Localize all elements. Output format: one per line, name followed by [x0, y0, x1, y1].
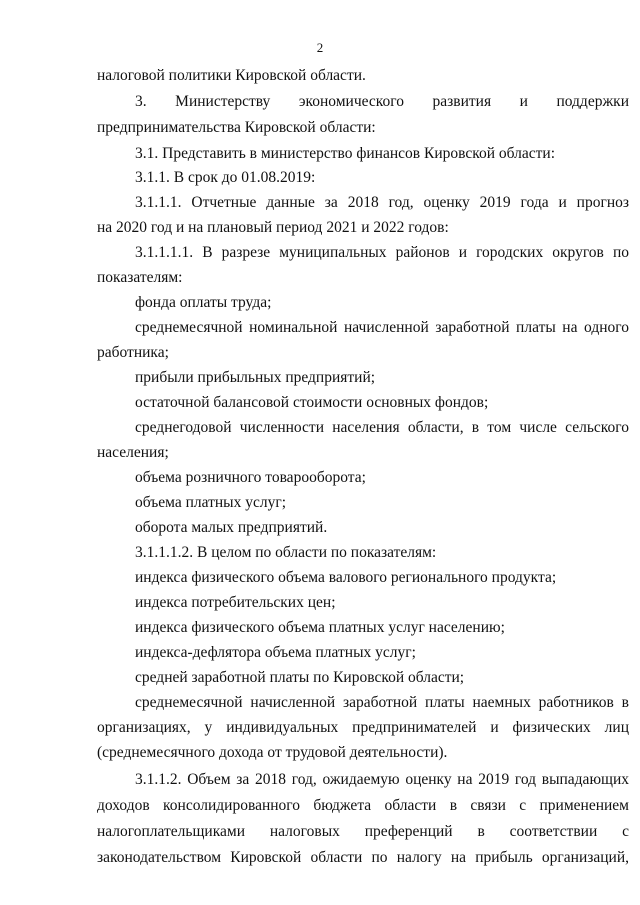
- text-line: оборота малых предприятий.: [135, 519, 328, 536]
- text-line: объема розничного товарооборота;: [135, 469, 366, 486]
- text-line: остаточной балансовой стоимости основных фондов;: [135, 394, 489, 411]
- text-line: на 2020 год и на плановый период 2021 и 2022 годов:: [97, 219, 449, 236]
- text-line: средней заработной платы по Кировской области;: [135, 669, 465, 686]
- text-line: 3.1.1.2. Объем за 2018 год, ожидаемую оценку на 2019 год выпадающих: [135, 771, 629, 788]
- text-line: предпринимательства Кировской области:: [97, 119, 376, 136]
- text-line: объема платных услуг;: [135, 494, 286, 511]
- text-line: 3.1. Представить в министерство финансов Кировской области:: [135, 145, 555, 162]
- text-line: населения;: [97, 444, 169, 461]
- text-line: работника;: [97, 344, 169, 361]
- text-line: законодательством Кировской области по налогу на прибыль организаций,: [97, 849, 629, 866]
- text-line: среднемесячной номинальной начисленной заработной платы на одного: [135, 319, 629, 336]
- text-line: налогоплательщиками налоговых преференций в соответствии с: [97, 823, 629, 840]
- text-line: среднегодовой численности населения области, в том числе сельского: [135, 419, 629, 436]
- text-line: организациях, у индивидуальных предпринимателей и физических лиц: [97, 719, 629, 736]
- text-line: 3.1.1.1.1. В разрезе муниципальных районов и городских округов по: [135, 244, 629, 261]
- text-line: доходов консолидированного бюджета области в связи с применением: [97, 797, 629, 814]
- text-line: индекса-дефлятора объема платных услуг;: [135, 644, 416, 661]
- text-line: 3.1.1.1. Отчетные данные за 2018 год, оценку 2019 года и прогноз: [135, 194, 629, 211]
- text-line: индекса физического объема платных услуг населению;: [135, 619, 505, 636]
- text-line: среднемесячной начисленной заработной платы наемных работников в: [135, 694, 629, 711]
- page-number: 2: [316, 40, 324, 55]
- text-line: 3.1.1.1.2. В целом по области по показателям:: [135, 544, 437, 561]
- text-line: фонда оплаты труда;: [135, 294, 272, 311]
- text-line: прибыли прибыльных предприятий;: [135, 369, 376, 386]
- text-line: 3. Министерству экономического развития и поддержки: [135, 93, 629, 110]
- text-line: индекса потребительских цен;: [135, 594, 336, 611]
- text-line: показателям:: [97, 269, 183, 286]
- text-line: индекса физического объема валового регионального продукта;: [135, 569, 557, 586]
- text-line: налоговой политики Кировской области.: [97, 67, 366, 84]
- text-line: (среднемесячного дохода от трудовой деятельности).: [97, 744, 448, 761]
- text-line: 3.1.1. В срок до 01.08.2019:: [135, 169, 316, 186]
